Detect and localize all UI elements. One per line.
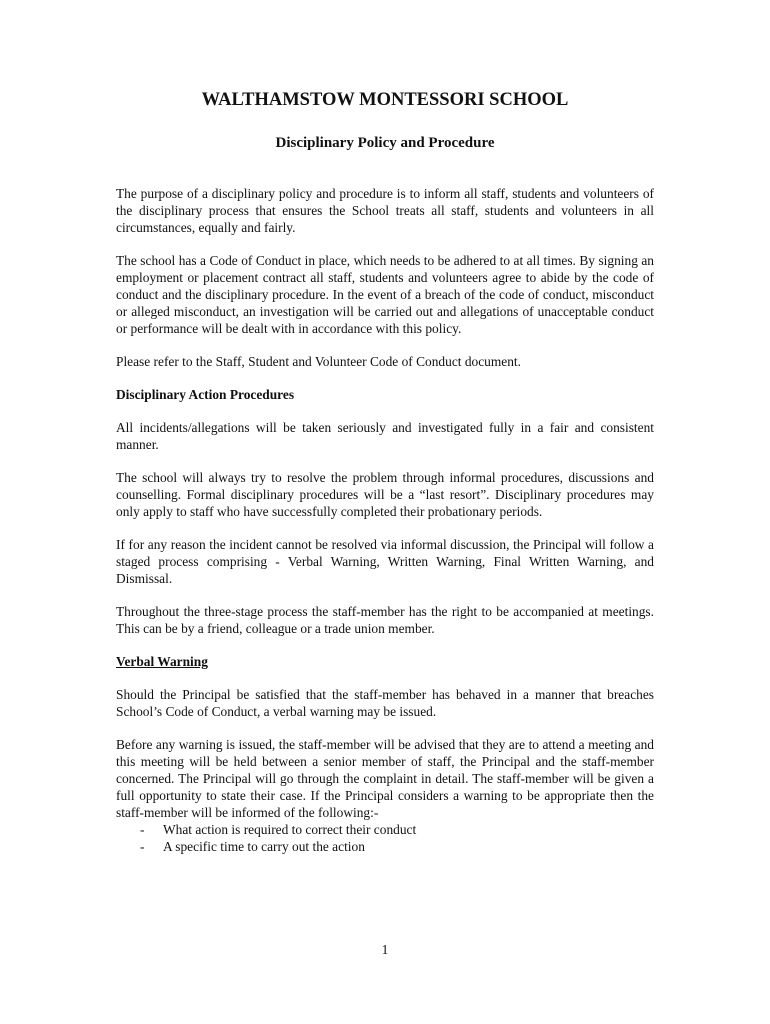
document-subtitle: Disciplinary Policy and Procedure	[275, 135, 495, 151]
paragraph-before-warning: Before any warning is issued, the staff-member will be advised that they are to attend a meeting and this meeting will be held between a senior member of staff, the Principal and the staff-member concerned. The Principal will go through the complaint in detail. The staff-member will be given a full opportunity to state their case. If the Principal considers a warning to be appropriate then the staff-member will be informed of the following:-	[116, 737, 654, 820]
list-item	[116, 821, 654, 838]
paragraph-incidents: All incidents/allegations will be taken seriously and investigated fully in a fair and consistent manner.	[116, 420, 654, 452]
paragraph-refer: Please refer to the Staff, Student and Volunteer Code of Conduct document.	[116, 354, 521, 369]
paragraph-informal: The school will always try to resolve the problem through informal procedures, discussions and counselling. Formal disciplinary procedures will be a “last resort”. Disciplinary procedures may only apply to staff who have successfully completed their probationary periods.	[116, 470, 654, 519]
document-title: WALTHAMSTOW MONTESSORI SCHOOL	[201, 90, 569, 110]
paragraph-verbal-issued: Should the Principal be satisfied that the staff-member has behaved in a manner that breaches School’s Code of Conduct, a verbal warning may be issued.	[116, 687, 654, 719]
list-item-text: A specific time to carry out the action	[163, 839, 365, 854]
action-list	[116, 821, 654, 855]
document-body	[116, 185, 654, 855]
paragraph-staged-process: If for any reason the incident cannot be resolved via informal discussion, the Principal will follow a staged process comprising - Verbal Warning, Written Warning, Final Written Warning, and Dismissal.	[116, 537, 654, 586]
paragraph-code-of-conduct: The school has a Code of Conduct in place, which needs to be adhered to at all times. By signing an employment or placement contract all staff, students and volunteers agree to abide by the code of conduct and the disciplinary procedure. In the event of a breach of the code of conduct, misconduct or alleged misconduct, an investigation will be carried out and allegations of unacceptable conduct or performance will be dealt with in accordance with this policy.	[116, 253, 654, 336]
list-dash: -	[140, 822, 145, 837]
list-dash: -	[140, 839, 145, 854]
list-item-text: What action is required to correct their conduct	[163, 822, 417, 837]
paragraph-purpose: The purpose of a disciplinary policy and procedure is to inform all staff, students and volunteers of the disciplinary process that ensures the School treats all staff, students and volunteers in all circumstances, equally and fairly.	[116, 186, 654, 235]
list-item	[116, 838, 654, 855]
page-number: 1	[381, 942, 389, 957]
heading-verbal-warning: Verbal Warning	[116, 654, 208, 669]
paragraph-accompanied: Throughout the three-stage process the staff-member has the right to be accompanied at meetings. This can be by a friend, colleague or a trade union member.	[116, 604, 654, 636]
heading-disciplinary-action: Disciplinary Action Procedures	[116, 387, 295, 402]
